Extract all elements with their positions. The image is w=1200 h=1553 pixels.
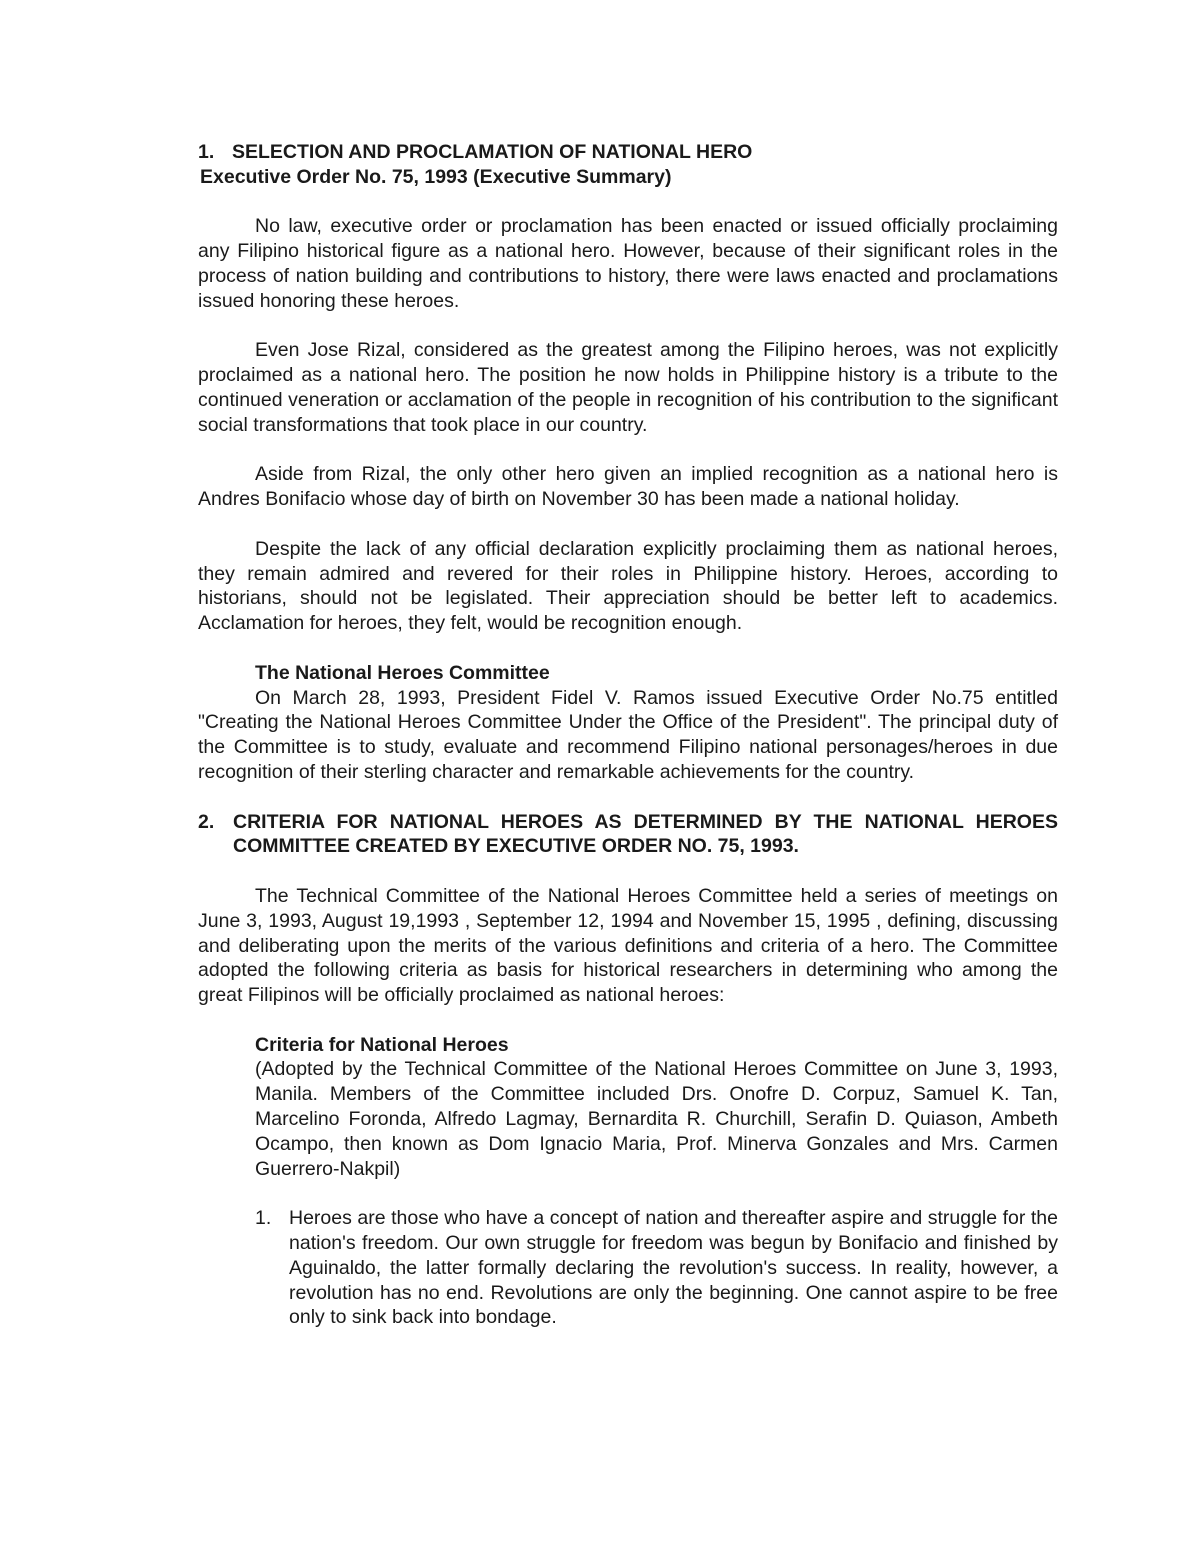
committee-paragraph: On March 28, 1993, President Fidel V. Ramos issued Executive Order No.75 entitled "Creating the National Heroes Committee Under the Office of the President". The principal duty of the Committee is to study, evaluate and recommend Filipino national personages/heroes in due recognition of their sterling character and remarkable achievements for the country. [198,686,1058,783]
section-1-paragraph-3: Aside from Rizal, the only other hero given an implied recognition as a national hero is Andres Bonifacio whose day of birth on November 30 has been made a national holiday. [198,463,1058,511]
criteria-note: (Adopted by the Technical Committee of the National Heroes Committee on June 3, 1993, Manila. Members of the Committee included Drs. Onofre D. Corpuz, Samuel K. Tan, Marcelino Foronda, Alfredo Lagmay, Bernardita R. Churchill, Serafin D. Quiason, Ambeth Ocampo, then known as Dom Ignacio Maria, Prof. Minerva Gonzales and Mrs. Carmen Guerrero-Nakpil) [255,1058,1058,1180]
section-2-paragraph: The Technical Committee of the National Heroes Committee held a series of meetings on June 3, 1993, August 19,1993 , September 12, 1994 and November 15, 1995 , defining, discussing and deliberating upon the merits of the various definitions and criteria of a hero. The Committee adopted the following criteria as basis for historical researchers in determining who among the great Filipinos will be officially proclaimed as national heroes: [198,884,1058,1007]
section-1-title: SELECTION AND PROCLAMATION OF NATIONAL HERO [232,141,753,163]
list-item [255,1206,1058,1330]
list-item-marker: 1. [255,1207,272,1230]
section-2-heading [198,810,1058,860]
section-1-number: 1. [198,141,215,163]
section-1-paragraph-4: Despite the lack of any official declaration explicitly proclaiming them as national heroes, they remain admired and revered for their roles in Philippine history. Heroes, according to historians, should not be legislated. Their appreciation should be better left to academics. Acclamation for heroes, they felt, would be recognition enough. [198,537,1058,635]
criteria-block [198,1033,1058,1182]
section-1-paragraph-2: Even Jose Rizal, considered as the greatest among the Filipino heroes, was not explicitly proclaimed as a national hero. The position he now holds in Philippine history is a tribute to the continued veneration or acclamation of the people in recognition of his contribution to the significant social transformations that took place in our country. [198,339,1058,436]
criteria-heading: Criteria for National Heroes [255,1033,509,1056]
section-2-title: CRITERIA FOR NATIONAL HEROES AS DETERMINED BY THE NATIONAL HEROES COMMITTEE CREATED BY EXECUTIVE ORDER NO. 75, 1993. [233,810,1058,858]
section-1-paragraph-1: No law, executive order or proclamation has been enacted or issued officially proclaiming any Filipino historical figure as a national hero. However, because of their significant roles in the process of nation building and contributions to history, there were laws enacted and proclamations issued honoring these heroes. [198,215,1058,312]
list-item-text: Heroes are those who have a concept of nation and thereafter aspire and struggle for the nation's freedom. Our own struggle for freedom was begun by Bonifacio and finished by Aguinaldo, the latter formally declaring the revolution's success. In reality, however, a revolution has no end. Revolutions are only the beginning. One cannot aspire to be free only to sink back into bondage. [289,1207,1058,1329]
section-2-number: 2. [198,810,215,833]
section-1-heading [198,140,1058,165]
section-1-subtitle: Executive Order No. 75, 1993 (Executive Summary) [200,165,672,188]
document-page [198,140,1058,1330]
criteria-list [198,1206,1058,1330]
committee-heading: The National Heroes Committee [255,661,550,684]
